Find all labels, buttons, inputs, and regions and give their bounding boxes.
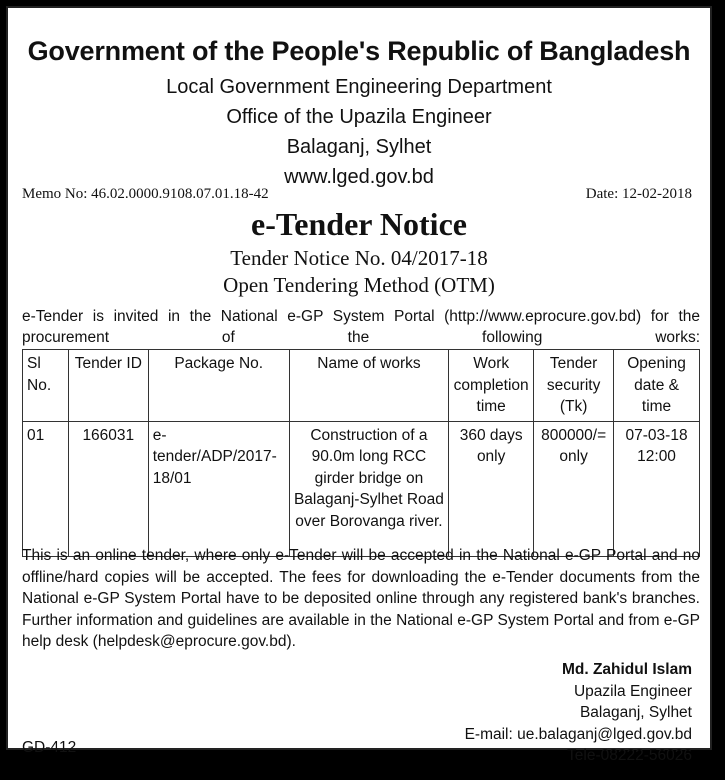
col-header-completion-time: Work completion time: [449, 350, 534, 422]
col-header-sl: Sl No.: [23, 350, 69, 422]
notice-title: e-Tender Notice: [251, 206, 467, 242]
col-header-security: Tender security (Tk): [534, 350, 614, 422]
tender-table: [22, 349, 700, 557]
gd-number: GD-412: [22, 739, 77, 756]
cell-tender-id: 166031: [68, 421, 148, 556]
website-address: www.lged.gov.bd: [284, 166, 434, 188]
intro-paragraph: e-Tender is invited in the National e-GP System Portal (http://www.eprocure.gov.bd) for the procurement of the following works:: [22, 308, 700, 346]
signatory-location: Balaganj, Sylhet: [579, 704, 692, 721]
cell-completion-time: 360 days only: [449, 421, 534, 556]
signature-block: [465, 659, 692, 767]
cell-security: 800000/= only: [534, 421, 614, 556]
cell-sl: 01: [23, 421, 69, 556]
cell-opening: 07-03-18 12:00: [614, 421, 700, 556]
signatory-phone: Tele-08222-56026: [567, 747, 692, 764]
signatory-email: E-mail: ue.balaganj@lged.gov.bd: [464, 725, 692, 743]
cell-name-of-works: Construction of a 90.0m long RCC girder bridge on Balaganj-Sylhet Road over Borovanga river.: [289, 421, 448, 556]
tender-instructions: This is an online tender, where only e-Tender will be accepted in the National e-GP Portal and no offline/hard copies will be accepted. The fees for downloading the e-Tender documents from the National e-GP System Portal have to be deposited online through any registered bank's branches. Further information and guidelines are available in the National e-GP System Portal and from e-GP help desk (helpdesk@eprocure.gov.bd).: [22, 547, 700, 650]
col-header-package-no: Package No.: [148, 350, 289, 422]
table-row: [23, 421, 700, 556]
office-name: Office of the Upazila Engineer: [226, 106, 492, 128]
signatory-name: Md. Zahidul Islam: [561, 661, 692, 678]
memo-date: Date: 12-02-2018: [585, 186, 692, 202]
col-header-tender-id: Tender ID: [68, 350, 148, 422]
memo-number: Memo No: 46.02.0000.9108.07.01.18-42: [22, 186, 269, 202]
department-name: Local Government Engineering Department: [166, 76, 552, 98]
tendering-method: Open Tendering Method (OTM): [223, 273, 495, 297]
signatory-designation: Upazila Engineer: [573, 682, 692, 700]
notice-number: Tender Notice No. 04/2017-18: [230, 246, 488, 270]
col-header-name-of-works: Name of works: [289, 350, 448, 422]
cell-package-no: e-tender/ADP/2017-18/01: [148, 421, 289, 556]
tender-notice-page: [6, 6, 712, 764]
government-title: Government of the People's Republic of Bangladesh: [27, 36, 691, 66]
table-header-row: [23, 350, 700, 422]
office-location: Balaganj, Sylhet: [286, 136, 432, 158]
col-header-opening: Opening date & time: [614, 350, 700, 422]
